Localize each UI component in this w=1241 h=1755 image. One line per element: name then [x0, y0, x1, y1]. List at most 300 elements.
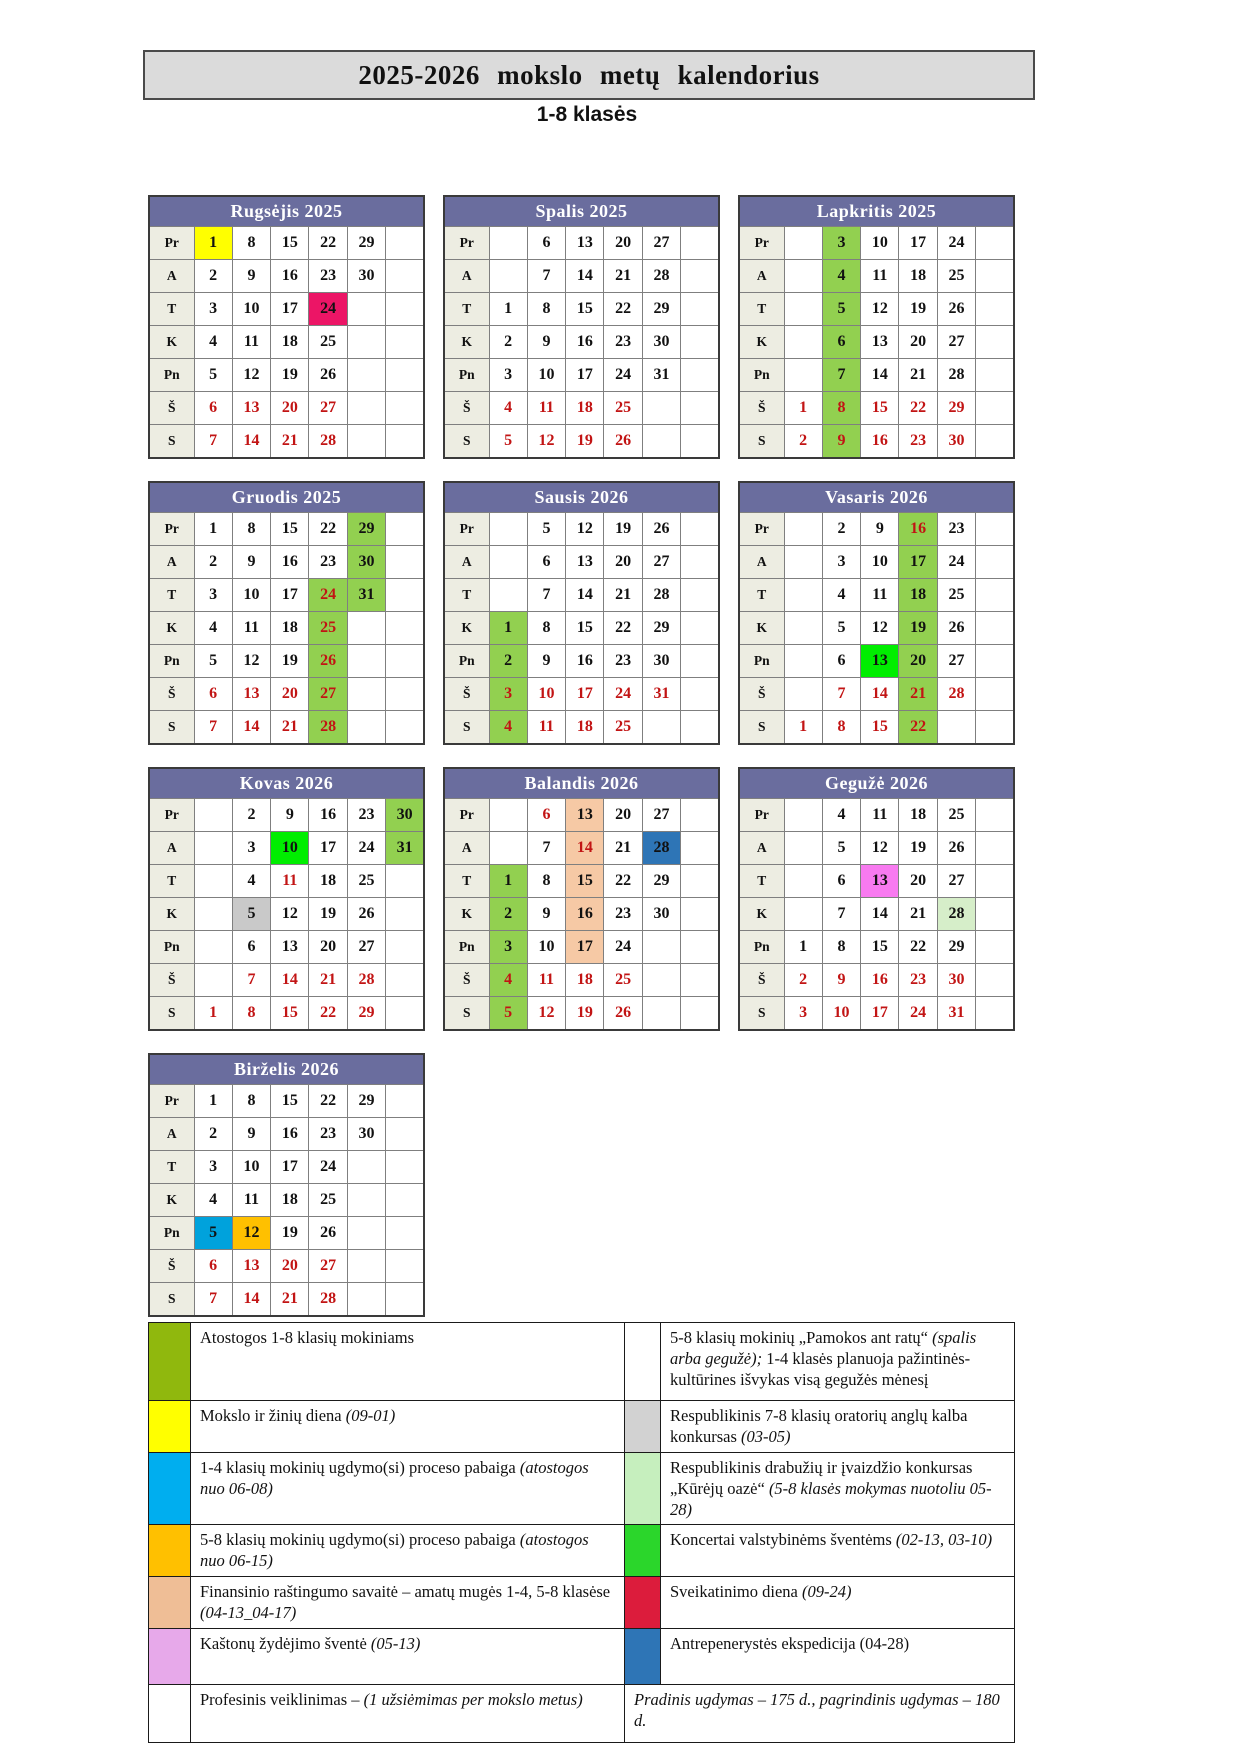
- day-cell: 7: [822, 359, 860, 392]
- day-of-week-label: S: [149, 711, 194, 745]
- legend-color-swatch: [625, 1323, 661, 1401]
- day-cell: 23: [309, 1118, 347, 1151]
- empty-cell: [347, 392, 385, 425]
- empty-cell: [976, 645, 1014, 678]
- legend-text-segment: (1 užsiėmimas per mokslo metus): [363, 1690, 583, 1710]
- legend-text-segment: 5-8 klasių mokinių „Pamokos ant ratų“: [670, 1328, 933, 1347]
- day-cell: 6: [527, 227, 565, 260]
- legend-text: [625, 1685, 1015, 1743]
- legend-text-segment: Respublikinis 7-8 klasių oratorių anglų kalba konkursas: [670, 1406, 968, 1447]
- day-of-week-label: K: [739, 898, 784, 931]
- empty-cell: [386, 513, 424, 546]
- day-cell: 29: [642, 865, 680, 898]
- day-cell: 6: [232, 931, 270, 964]
- day-cell: 29: [937, 392, 975, 425]
- day-cell: 29: [347, 513, 385, 546]
- legend-text-segment: 1-4 klasių mokinių ugdymo(si) proceso pabaiga: [200, 1458, 520, 1477]
- day-cell: 7: [194, 1283, 232, 1317]
- day-cell: 20: [309, 931, 347, 964]
- day-cell: 12: [527, 997, 565, 1031]
- day-cell: 26: [309, 1217, 347, 1250]
- day-of-week-label: S: [149, 425, 194, 459]
- day-cell: 12: [527, 425, 565, 459]
- day-cell: 6: [527, 799, 565, 832]
- legend-text-segment: Mokslo ir žinių diena: [200, 1406, 346, 1425]
- day-cell: 4: [822, 799, 860, 832]
- day-cell: 11: [232, 612, 270, 645]
- day-of-week-label: Pn: [739, 359, 784, 392]
- day-cell: 26: [937, 832, 975, 865]
- day-cell: 16: [271, 546, 309, 579]
- empty-cell: [386, 711, 424, 745]
- empty-cell: [681, 964, 719, 997]
- empty-cell: [386, 359, 424, 392]
- day-cell: 6: [194, 678, 232, 711]
- day-cell: 5: [822, 612, 860, 645]
- day-of-week-label: K: [739, 612, 784, 645]
- day-cell: 27: [309, 678, 347, 711]
- empty-cell: [489, 513, 527, 546]
- day-cell: 4: [194, 612, 232, 645]
- day-cell: 14: [232, 711, 270, 745]
- legend-color-swatch: [625, 1525, 661, 1577]
- empty-cell: [347, 359, 385, 392]
- legend-text: [191, 1401, 625, 1453]
- empty-cell: [784, 865, 822, 898]
- day-cell: 7: [527, 579, 565, 612]
- day-of-week-label: S: [149, 1283, 194, 1317]
- day-cell: 6: [194, 1250, 232, 1283]
- empty-cell: [347, 293, 385, 326]
- empty-cell: [681, 612, 719, 645]
- day-of-week-label: Pr: [149, 1085, 194, 1118]
- day-cell: 18: [271, 1184, 309, 1217]
- legend-color-swatch: [625, 1401, 661, 1453]
- month-title: Birželis 2026: [149, 1054, 424, 1085]
- day-cell: 12: [232, 359, 270, 392]
- day-of-week-label: K: [149, 1184, 194, 1217]
- empty-cell: [976, 964, 1014, 997]
- day-of-week-label: Pn: [149, 645, 194, 678]
- day-cell: 16: [566, 326, 604, 359]
- empty-cell: [784, 227, 822, 260]
- empty-cell: [386, 678, 424, 711]
- legend-color-swatch: [625, 1629, 661, 1685]
- empty-cell: [976, 832, 1014, 865]
- day-of-week-label: Š: [444, 392, 489, 425]
- empty-cell: [784, 799, 822, 832]
- day-of-week-label: A: [149, 1118, 194, 1151]
- day-cell: 1: [784, 711, 822, 745]
- day-cell: 12: [861, 612, 899, 645]
- day-cell: 5: [527, 513, 565, 546]
- day-cell: 30: [937, 425, 975, 459]
- empty-cell: [386, 645, 424, 678]
- day-cell: 15: [861, 931, 899, 964]
- day-cell: 5: [232, 898, 270, 931]
- day-cell: 9: [822, 964, 860, 997]
- day-cell: 22: [604, 612, 642, 645]
- legend-color-swatch: [149, 1685, 191, 1743]
- day-cell: 19: [271, 1217, 309, 1250]
- empty-cell: [347, 425, 385, 459]
- empty-cell: [347, 1250, 385, 1283]
- empty-cell: [194, 964, 232, 997]
- day-cell: 23: [347, 799, 385, 832]
- day-cell: 14: [566, 832, 604, 865]
- empty-cell: [386, 1217, 424, 1250]
- day-of-week-label: Š: [149, 678, 194, 711]
- day-cell: 12: [232, 645, 270, 678]
- empty-cell: [386, 931, 424, 964]
- day-of-week-label: Pr: [444, 227, 489, 260]
- day-cell: 5: [194, 359, 232, 392]
- day-cell: 1: [194, 1085, 232, 1118]
- empty-cell: [681, 832, 719, 865]
- day-cell: 3: [232, 832, 270, 865]
- empty-cell: [976, 293, 1014, 326]
- day-cell: 24: [309, 579, 347, 612]
- day-cell: 28: [937, 678, 975, 711]
- day-cell: 31: [642, 359, 680, 392]
- day-cell: 3: [822, 546, 860, 579]
- document-subtitle: 1-8 klasės: [536, 103, 638, 126]
- day-cell: 18: [271, 612, 309, 645]
- month-calendar: [148, 481, 425, 745]
- empty-cell: [976, 711, 1014, 745]
- day-cell: 22: [309, 513, 347, 546]
- day-cell: 28: [642, 832, 680, 865]
- day-cell: 30: [642, 898, 680, 931]
- day-cell: 27: [309, 392, 347, 425]
- day-cell: 13: [861, 645, 899, 678]
- legend-text: [661, 1577, 1015, 1629]
- empty-cell: [642, 997, 680, 1031]
- day-cell: 26: [937, 293, 975, 326]
- empty-cell: [976, 799, 1014, 832]
- day-cell: 15: [566, 612, 604, 645]
- day-cell: 25: [937, 799, 975, 832]
- legend-text: [661, 1453, 1015, 1525]
- month-title: Sausis 2026: [444, 482, 719, 513]
- day-of-week-label: A: [444, 832, 489, 865]
- empty-cell: [937, 711, 975, 745]
- day-cell: 7: [822, 898, 860, 931]
- legend-text-segment: (02-13, 03-10): [895, 1530, 993, 1550]
- day-cell: 16: [271, 1118, 309, 1151]
- day-of-week-label: K: [149, 898, 194, 931]
- month-title: Spalis 2025: [444, 196, 719, 227]
- legend-row: [149, 1401, 1015, 1453]
- day-of-week-label: S: [444, 997, 489, 1031]
- day-cell: 16: [899, 513, 937, 546]
- month-calendar: [443, 767, 720, 1031]
- month-title: Rugsėjis 2025: [149, 196, 424, 227]
- day-of-week-label: Pr: [444, 799, 489, 832]
- day-cell: 10: [232, 579, 270, 612]
- day-cell: 21: [604, 579, 642, 612]
- empty-cell: [784, 612, 822, 645]
- empty-cell: [976, 612, 1014, 645]
- day-cell: 31: [937, 997, 975, 1031]
- day-cell: 15: [566, 865, 604, 898]
- day-of-week-label: Š: [444, 678, 489, 711]
- day-cell: 27: [937, 865, 975, 898]
- empty-cell: [784, 260, 822, 293]
- day-cell: 31: [642, 678, 680, 711]
- day-of-week-label: Pn: [149, 1217, 194, 1250]
- day-of-week-label: A: [149, 546, 194, 579]
- day-cell: 10: [822, 997, 860, 1031]
- day-cell: 27: [642, 546, 680, 579]
- empty-cell: [386, 1118, 424, 1151]
- day-of-week-label: A: [739, 546, 784, 579]
- month-title: Vasaris 2026: [739, 482, 1014, 513]
- legend-text-segment: Finansinio raštingumo savaitė – amatų mugės 1-4, 5-8 klasėse: [200, 1582, 611, 1602]
- day-cell: 18: [899, 799, 937, 832]
- empty-cell: [784, 898, 822, 931]
- day-cell: 14: [566, 579, 604, 612]
- day-cell: 27: [642, 799, 680, 832]
- legend-text-segment: 5-8 klasių mokinių ugdymo(si) proceso pabaiga: [200, 1530, 520, 1550]
- empty-cell: [386, 293, 424, 326]
- day-of-week-label: Š: [149, 1250, 194, 1283]
- day-cell: 19: [566, 425, 604, 459]
- day-cell: 6: [822, 645, 860, 678]
- day-cell: 11: [861, 799, 899, 832]
- month-title: Lapkritis 2025: [739, 196, 1014, 227]
- day-cell: 5: [489, 425, 527, 459]
- day-of-week-label: K: [149, 326, 194, 359]
- day-cell: 13: [232, 1250, 270, 1283]
- empty-cell: [784, 579, 822, 612]
- day-cell: 17: [566, 359, 604, 392]
- day-cell: 9: [232, 546, 270, 579]
- day-cell: 19: [566, 997, 604, 1031]
- day-of-week-label: Pn: [149, 359, 194, 392]
- day-cell: 22: [309, 997, 347, 1031]
- day-of-week-label: S: [444, 425, 489, 459]
- empty-cell: [386, 1250, 424, 1283]
- day-cell: 18: [566, 392, 604, 425]
- day-cell: 24: [309, 293, 347, 326]
- empty-cell: [784, 513, 822, 546]
- legend-text: [191, 1577, 625, 1629]
- day-of-week-label: T: [739, 865, 784, 898]
- day-cell: 9: [527, 326, 565, 359]
- day-cell: 8: [232, 227, 270, 260]
- empty-cell: [681, 645, 719, 678]
- empty-cell: [976, 997, 1014, 1031]
- legend-color-swatch: [625, 1453, 661, 1525]
- day-of-week-label: Pn: [739, 645, 784, 678]
- legend-text: [661, 1401, 1015, 1453]
- day-cell: 20: [271, 678, 309, 711]
- day-cell: 6: [822, 865, 860, 898]
- empty-cell: [489, 579, 527, 612]
- day-cell: 20: [271, 392, 309, 425]
- day-cell: 25: [309, 612, 347, 645]
- day-cell: 19: [899, 293, 937, 326]
- day-cell: 12: [861, 832, 899, 865]
- legend-color-swatch: [149, 1401, 191, 1453]
- legend-text-segment: (04-13_04-17): [200, 1603, 297, 1623]
- month-calendar: [148, 1053, 425, 1317]
- day-cell: 18: [899, 260, 937, 293]
- day-of-week-label: S: [444, 711, 489, 745]
- day-of-week-label: A: [444, 546, 489, 579]
- day-of-week-label: T: [739, 579, 784, 612]
- month-title: Kovas 2026: [149, 768, 424, 799]
- day-cell: 3: [489, 931, 527, 964]
- day-cell: 19: [604, 513, 642, 546]
- day-cell: 2: [232, 799, 270, 832]
- legend-row: [149, 1323, 1015, 1401]
- day-cell: 21: [309, 964, 347, 997]
- day-cell: 7: [527, 832, 565, 865]
- empty-cell: [784, 293, 822, 326]
- empty-cell: [681, 359, 719, 392]
- empty-cell: [347, 326, 385, 359]
- day-cell: 8: [232, 997, 270, 1031]
- month-calendar: [148, 767, 425, 1031]
- day-cell: 7: [232, 964, 270, 997]
- day-of-week-label: A: [739, 260, 784, 293]
- day-cell: 9: [232, 260, 270, 293]
- empty-cell: [386, 1085, 424, 1118]
- empty-cell: [681, 579, 719, 612]
- day-of-week-label: Pr: [149, 227, 194, 260]
- day-of-week-label: A: [444, 260, 489, 293]
- day-cell: 1: [784, 931, 822, 964]
- day-cell: 8: [527, 612, 565, 645]
- day-cell: 2: [784, 425, 822, 459]
- day-of-week-label: Pr: [739, 513, 784, 546]
- day-of-week-label: Pn: [444, 359, 489, 392]
- day-cell: 28: [347, 964, 385, 997]
- legend-text-segment: 1-4 klasės planuoja pažintinės-kultūrines išvykas visą gegužės mėnesį: [670, 1349, 971, 1390]
- empty-cell: [784, 326, 822, 359]
- day-cell: 17: [566, 931, 604, 964]
- day-cell: 5: [194, 645, 232, 678]
- day-cell: 2: [194, 260, 232, 293]
- month-title: Gegužė 2026: [739, 768, 1014, 799]
- empty-cell: [386, 1283, 424, 1317]
- legend-color-swatch: [149, 1323, 191, 1401]
- legend-text-segment: Koncertai valstybinėms šventėms: [670, 1530, 896, 1550]
- day-cell: 5: [822, 832, 860, 865]
- empty-cell: [642, 392, 680, 425]
- legend-color-swatch: [149, 1453, 191, 1525]
- empty-cell: [681, 392, 719, 425]
- day-cell: 25: [347, 865, 385, 898]
- day-cell: 17: [899, 227, 937, 260]
- day-cell: 4: [232, 865, 270, 898]
- day-cell: 30: [937, 964, 975, 997]
- day-of-week-label: A: [739, 832, 784, 865]
- day-cell: 10: [232, 1151, 270, 1184]
- empty-cell: [976, 359, 1014, 392]
- legend-text-segment: Profesinis veiklinimas –: [200, 1690, 364, 1710]
- day-cell: 30: [642, 645, 680, 678]
- day-cell: 26: [309, 645, 347, 678]
- day-cell: 19: [899, 612, 937, 645]
- day-cell: 10: [271, 832, 309, 865]
- month-calendar: [443, 481, 720, 745]
- day-of-week-label: T: [739, 293, 784, 326]
- day-cell: 6: [194, 392, 232, 425]
- empty-cell: [976, 392, 1014, 425]
- day-cell: 22: [604, 865, 642, 898]
- legend-text: [191, 1323, 625, 1401]
- day-of-week-label: Pn: [444, 645, 489, 678]
- day-of-week-label: Š: [739, 964, 784, 997]
- day-cell: 28: [642, 260, 680, 293]
- empty-cell: [784, 832, 822, 865]
- empty-cell: [784, 546, 822, 579]
- day-cell: 15: [271, 227, 309, 260]
- day-cell: 10: [861, 546, 899, 579]
- day-cell: 19: [309, 898, 347, 931]
- legend-color-swatch: [149, 1525, 191, 1577]
- day-cell: 18: [566, 711, 604, 745]
- empty-cell: [489, 799, 527, 832]
- day-cell: 14: [861, 898, 899, 931]
- day-cell: 23: [899, 964, 937, 997]
- day-cell: 16: [309, 799, 347, 832]
- day-cell: 24: [604, 931, 642, 964]
- legend-text: [191, 1685, 625, 1743]
- legend-color-swatch: [149, 1577, 191, 1629]
- legend-row: [149, 1685, 1015, 1743]
- day-cell: 7: [194, 425, 232, 459]
- day-cell: 27: [937, 326, 975, 359]
- day-cell: 23: [604, 645, 642, 678]
- empty-cell: [194, 799, 232, 832]
- day-of-week-label: T: [149, 579, 194, 612]
- day-cell: 20: [899, 326, 937, 359]
- empty-cell: [681, 865, 719, 898]
- day-cell: 5: [489, 997, 527, 1031]
- day-cell: 28: [937, 898, 975, 931]
- day-of-week-label: Pr: [149, 799, 194, 832]
- empty-cell: [386, 997, 424, 1031]
- legend-table: [148, 1322, 1015, 1743]
- day-cell: 16: [861, 964, 899, 997]
- day-cell: 23: [604, 326, 642, 359]
- legend-text: [191, 1525, 625, 1577]
- empty-cell: [347, 1217, 385, 1250]
- day-cell: 21: [271, 1283, 309, 1317]
- day-of-week-label: S: [739, 997, 784, 1031]
- day-cell: 11: [527, 392, 565, 425]
- day-cell: 13: [271, 931, 309, 964]
- day-cell: 28: [309, 711, 347, 745]
- empty-cell: [194, 865, 232, 898]
- day-cell: 4: [194, 1184, 232, 1217]
- day-cell: 28: [937, 359, 975, 392]
- day-cell: 30: [386, 799, 424, 832]
- day-of-week-label: Š: [739, 392, 784, 425]
- day-cell: 23: [309, 546, 347, 579]
- empty-cell: [347, 678, 385, 711]
- day-cell: 14: [271, 964, 309, 997]
- day-cell: 8: [822, 931, 860, 964]
- empty-cell: [976, 260, 1014, 293]
- document-title: 2025-2026 mokslo metų kalendorius: [358, 59, 820, 90]
- day-cell: 14: [232, 425, 270, 459]
- legend-text-segment: (spalis arba gegužė);: [670, 1328, 977, 1369]
